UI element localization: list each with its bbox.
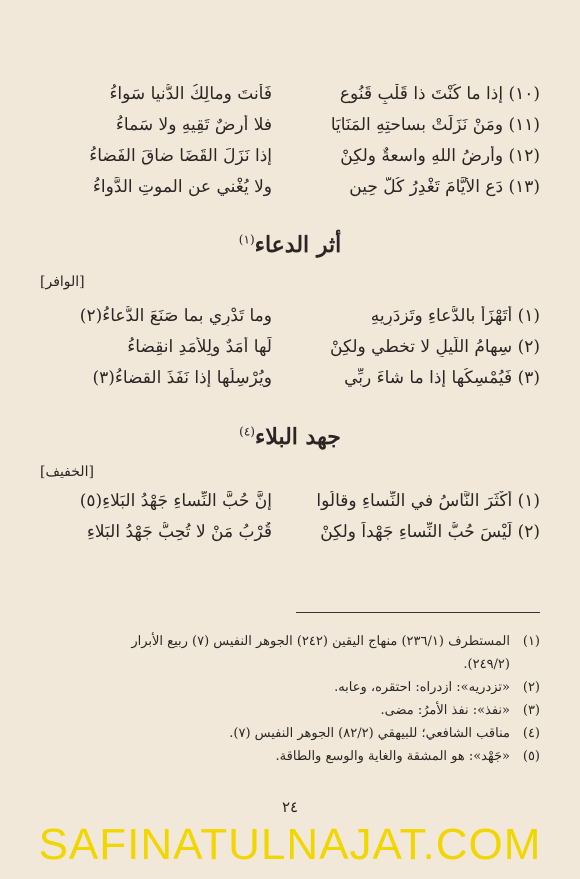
verse-hemistich-first: (٢) لَيْسَ حُبُّ النِّساءِ جَهْداً ولكِنْ: [320, 521, 540, 542]
verse-hemistich-first: (١١) ومَنْ نَزَلَتْ بساحتِهِ المَنَايَا: [330, 114, 540, 135]
section-title-text: أثر الدعاء: [254, 232, 342, 258]
footnote-text: «نفذ»: نفذ الأمرُ: مضى.: [380, 703, 510, 718]
footnote-number: (٥): [522, 749, 540, 764]
footnote-text: مناقب الشافعي؛ للبيهقي (٨٢/٢) الجوهر النفيس (٧).: [229, 726, 510, 741]
verse-hemistich-first: (٢) سِهامُ اللَّيلِ لا تخطي ولكِنْ: [330, 336, 540, 357]
verse-hemistich-second: قُرْبُ مَنْ لا تُحِبُّ جَهْدُ البَلاءِ: [86, 521, 272, 542]
verse-hemistich-first: (٣) فَيُمْسِكُها إذا ما شاءَ ربِّي: [344, 367, 540, 388]
footnote-ref: (٤): [239, 424, 255, 439]
footnote-item: [40, 630, 540, 653]
verse-line: [40, 300, 540, 331]
footnotes: [40, 630, 540, 768]
verse-line: [40, 362, 540, 393]
verse-hemistich-second: ولا يُغْني عنِ الموتِ الدَّواءُ: [92, 176, 272, 197]
section-title: [0, 232, 580, 258]
verse-hemistich-second: فلا أرضٌ تَقِيهِ ولا سَماءُ: [115, 114, 272, 135]
poem-verses-3: [40, 485, 540, 547]
verse-line: [40, 171, 540, 202]
verse-line: [40, 78, 540, 109]
verse-line: [40, 331, 540, 362]
watermark-text: SAFINATULNAJAT.COM: [38, 820, 542, 869]
footnote-item: [40, 676, 540, 699]
poetic-meter-label: [الخفيف]: [40, 464, 94, 480]
footnote-text: «جَهْد»: هو المشقة والغاية والوسع والطاقة.: [275, 749, 510, 764]
footnote-continuation: (٢٤٩/٢).: [463, 657, 510, 672]
verse-line: [40, 485, 540, 516]
footnote-number: (٤): [522, 726, 540, 741]
poem-verses-2: [40, 300, 540, 393]
verse-line: [40, 140, 540, 171]
footnote-divider: [296, 612, 540, 613]
footnote-item: [40, 722, 540, 745]
footnote-number: (١): [522, 634, 540, 649]
section-title: [0, 424, 580, 450]
verse-hemistich-first: (١٠) إذا ما كُنْتَ ذا قَلْبٍ قَنُوعٍ: [339, 83, 540, 104]
verse-line: [40, 516, 540, 547]
footnote-ref: (١): [238, 232, 255, 247]
footnote-text: المستطرف (٢٣٦/١) منهاج اليقين (٢٤٢) الجوهر النفيس (٧) ربيع الأبرار: [131, 634, 510, 649]
section-title-text: جهد البلاء: [254, 424, 341, 450]
verse-hemistich-second: وما تَدْرِي بما صَنَعَ الدُّعاءُ(٢): [79, 305, 272, 326]
verse-hemistich-second: ويُرْسِلُها إذا نَفَذَ القضاءُ(٣): [92, 367, 272, 388]
verse-hemistich-first: (١٣) دَعِ الأيَّامَ تَغْدِرُ كُلَّ حِينٍ: [349, 176, 540, 197]
page-number: ٢٤: [281, 798, 299, 816]
verse-hemistich-second: إنَّ حُبَّ النِّساءِ جَهْدُ البَلاءِ(٥): [79, 490, 272, 511]
footnote-number: (٣): [522, 703, 540, 718]
footnote-item: [40, 745, 540, 768]
verse-hemistich-first: (١٢) وأرضُ اللهِ واسعةٌ ولكِنْ: [340, 145, 540, 166]
verse-line: [40, 109, 540, 140]
poetic-meter-label: [الوافر]: [40, 274, 85, 290]
verse-hemistich-second: إذا نَزَلَ القَضَا ضاقَ الفَضاءُ: [89, 145, 272, 166]
verse-hemistich-first: (١) أكْثَرَ النَّاسُ في النِّساءِ وقالُوا: [316, 490, 540, 511]
verse-hemistich-second: فَأنتَ ومالِكُ الدُّنيا سَواءُ: [109, 83, 272, 104]
poem-verses-1: [40, 78, 540, 202]
verse-hemistich-first: (١) أتَهْزَأُ بالدُّعاءِ وتَزدَرِيهِ: [370, 305, 540, 326]
footnote-number: (٢): [522, 680, 540, 695]
footnote-item: [40, 699, 540, 722]
verse-hemistich-second: لَها أَمَدٌ ولِلأمَدِ انقِضاءُ: [127, 336, 272, 357]
footnote-text: «تزدريه»: ازدراه: احتقره، وعابه.: [334, 680, 510, 695]
